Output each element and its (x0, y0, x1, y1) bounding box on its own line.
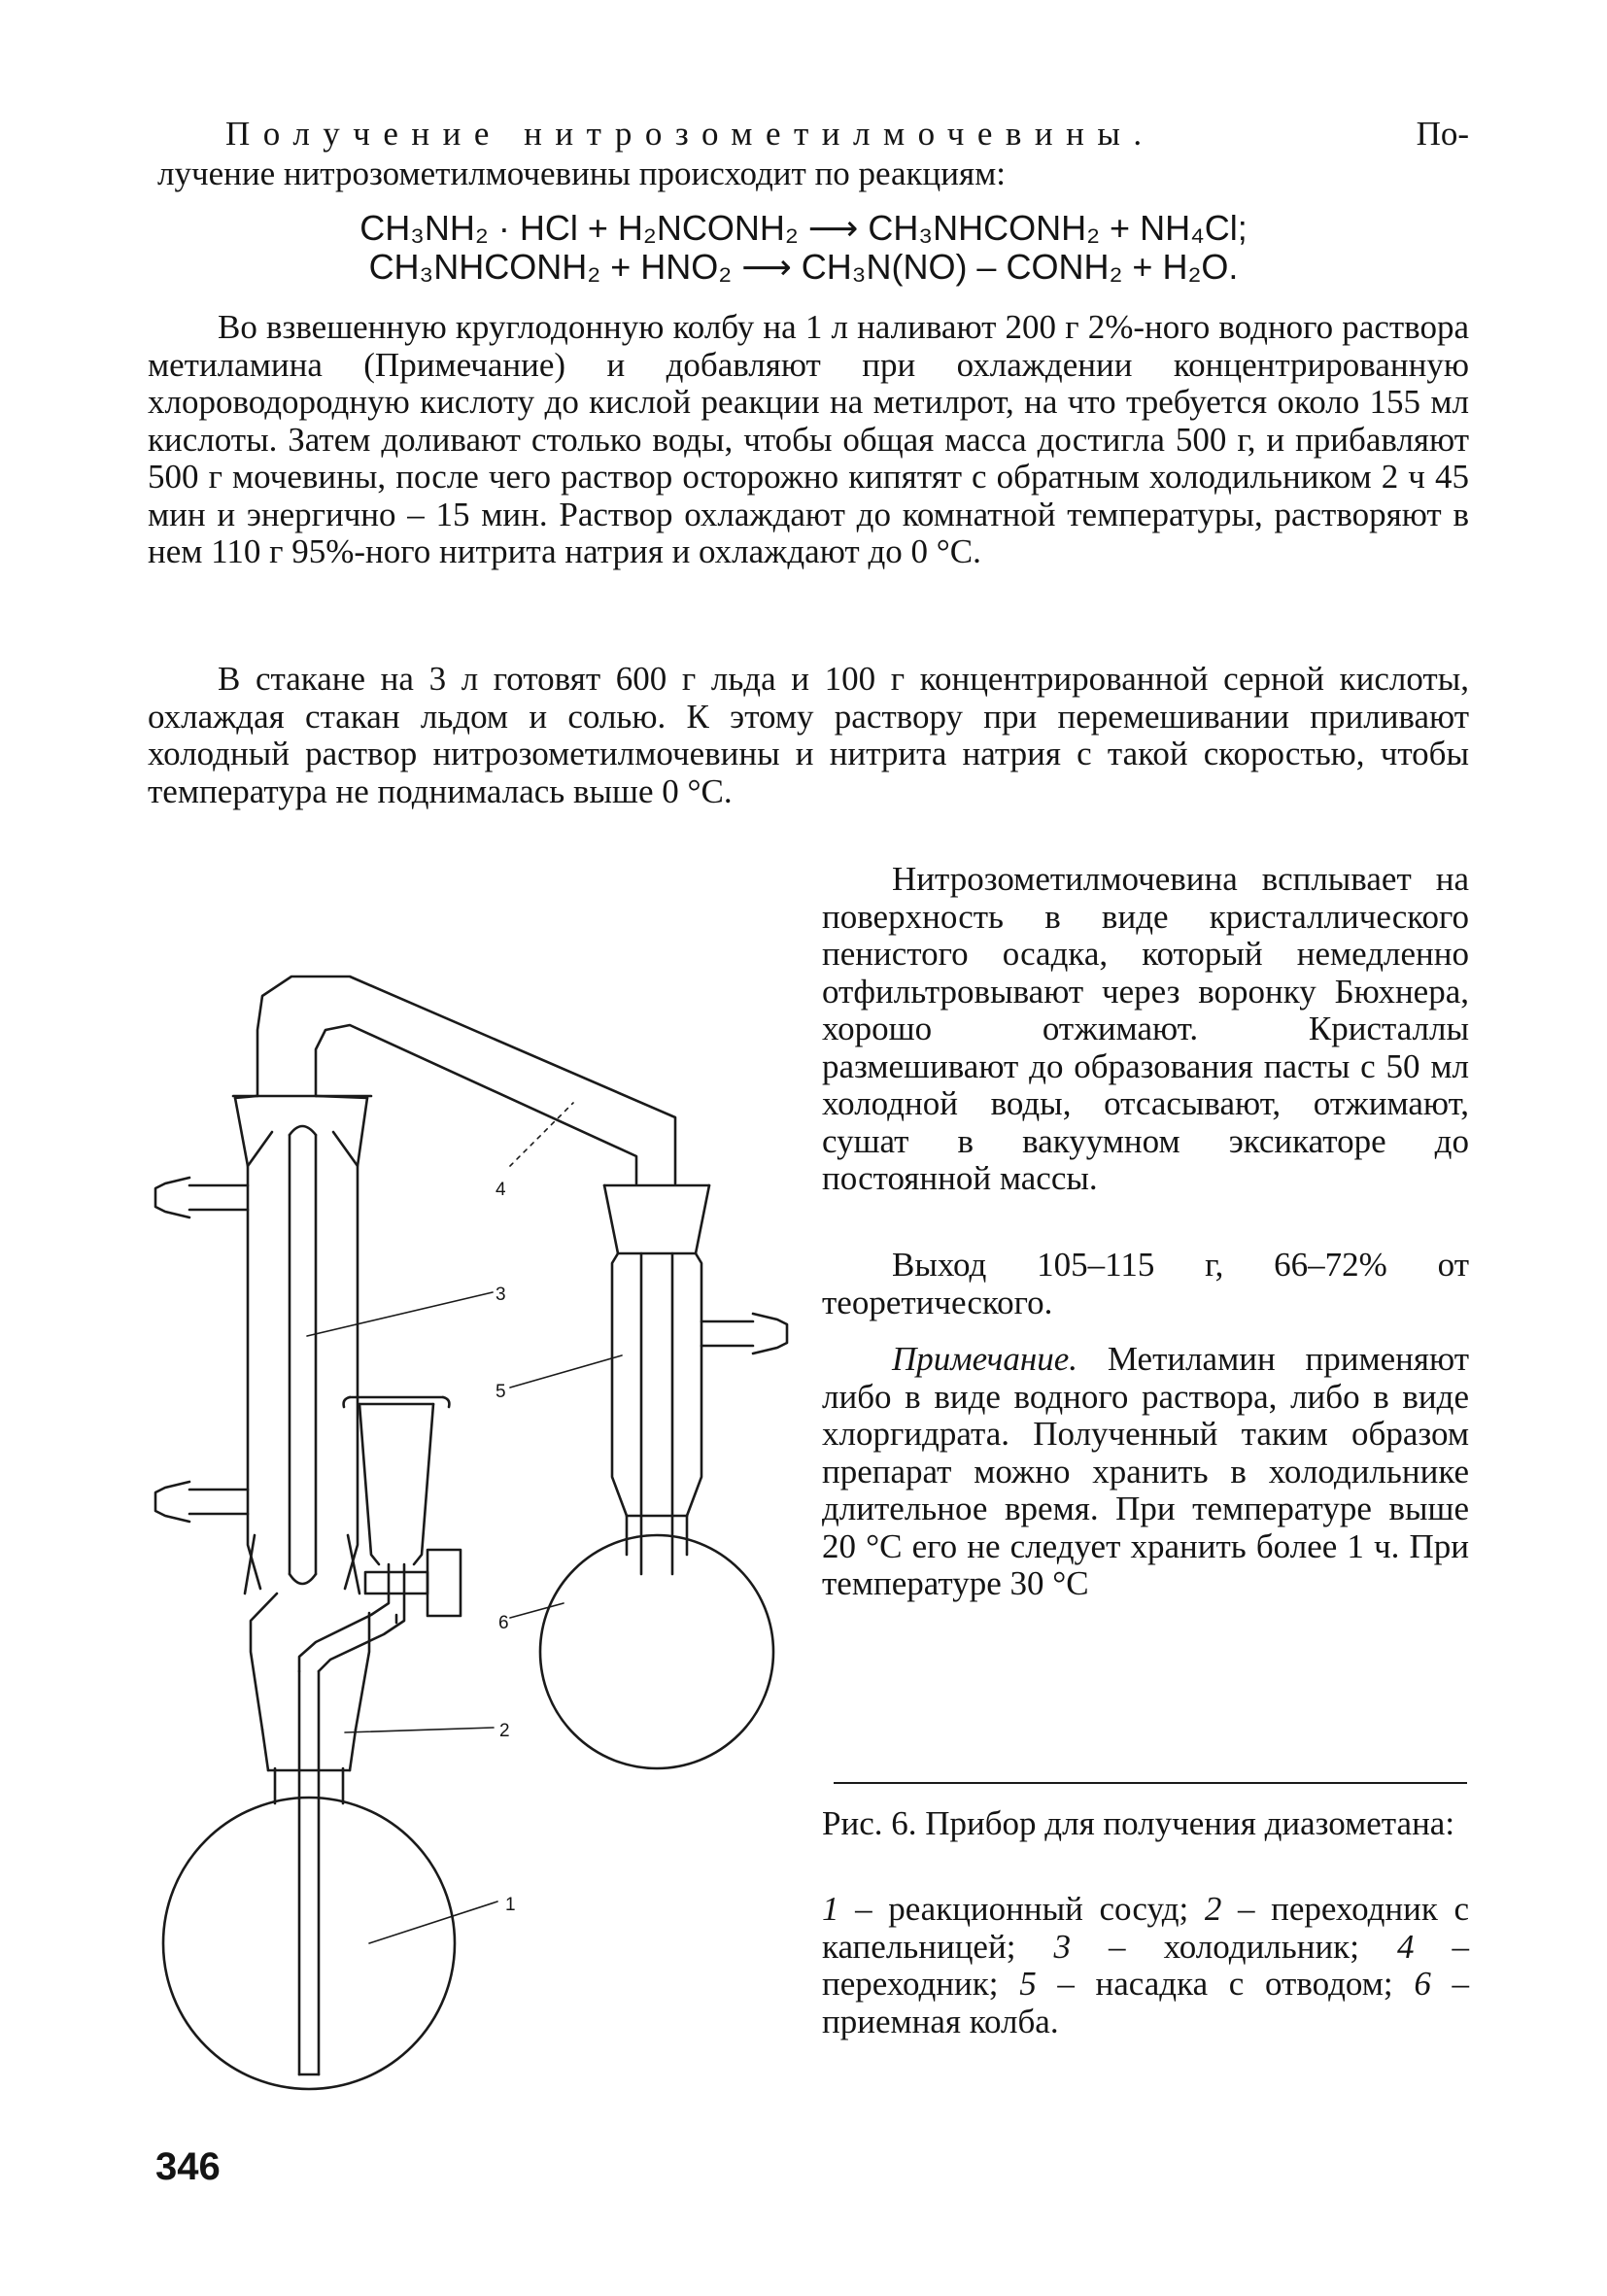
condenser (155, 1096, 371, 1593)
paragraph-procedure-1: Во взвешенную круглодонную колбу на 1 л наливают 200 г 2%-ного водного раствора метиламина (Примечание) и добавляют при охлаждении концентрированную хлороводородную кислоту до кислой реакции на метилрот, на что требуется около 155 мл кислоты. Затем доливают столько воды, чтобы общая масса достигла 500 г, и прибавляют 500 г мочевины, после чего раствор осторожно кипятят с обратным холодильником 2 ч 45 мин и энергично – 15 мин. Раствор охлаждают до комнатной температуры, растворяют в нем 110 г 95%-ного нитрита натрия и охлаждают до 0 °С. (148, 308, 1469, 570)
reaction-flask (163, 1730, 455, 2089)
section-title: Получение нитрозометилмочевины. (225, 115, 1155, 153)
legend-text-1: реакционный сосуд; (888, 1890, 1189, 1928)
note-text: Метиламин применяют либо в виде водного раствора, либо в виде хлоргидрата. Полученный таким образом препарат можно хранить в холодильнике длительное время. При температуре выше 20 °С его не следует хранить более 1 ч. При температуре 30 °С (822, 1340, 1469, 1602)
figure-caption: Рис. 6. Прибор для получения диазометана: (822, 1804, 1455, 1842)
paragraph-filtration: Нитрозометилмочевина всплывает на поверхность в виде кристаллического пенистого осадка, который немедленно отфильтровывают через воронку Бюхнера, хорошо отжимают. Кристаллы размешивают до образования пасты с 50 мл холодной воды, отсасывают, отжимают, сушат в вакуумном эксикаторе до постоянной массы. (822, 860, 1469, 1197)
figure-label-2: 2 (499, 1721, 510, 1741)
legend-num-3: 3 (1053, 1927, 1071, 1966)
receiving-flask (540, 1516, 773, 1768)
leader-line-5 (510, 1355, 622, 1388)
leader-line-3 (307, 1292, 493, 1336)
section-lead: лучение нитрозометилмочевины происходит по реакциям: (157, 154, 1006, 192)
leader-line-1 (369, 1902, 497, 1943)
head-with-side-arm (604, 1185, 787, 1574)
leader-line-6 (510, 1603, 564, 1618)
legend-text-5: насадка с отводом; (1095, 1965, 1393, 2003)
paragraph-procedure-2: В стакане на 3 л готовят 600 г льда и 100 г концентрированной серной кислоты, охлаждая стакан льдом и солью. К этому раствору при перемешивании приливают холодный раствор нитрозометилмочевины и нитрита натрия с такой скоростью, чтобы температура не поднималась выше 0 °С. (148, 660, 1469, 810)
legend-num-2: 2 (1204, 1890, 1222, 1928)
leader-lines (307, 1103, 622, 1943)
paragraph-yield: Выход 105–115 г, 66–72% от теоретического. (822, 1246, 1469, 1321)
page-number: 346 (155, 2145, 221, 2188)
equation-1: CH₃NH₂ · HCl + H₂NCONH₂ ⟶ CH₃NHCONH₂ + NH₄Cl; (359, 208, 1248, 248)
figure-label-5: 5 (496, 1382, 506, 1402)
leader-line-2 (345, 1728, 494, 1732)
bent-adapter (235, 977, 675, 1183)
legend-num-4: 4 (1396, 1927, 1415, 1966)
legend-num-5: 5 (1019, 1965, 1037, 2003)
legend-text-2: переходник с капельницей; (822, 1890, 1469, 1966)
figure-label-4: 4 (496, 1180, 506, 1200)
section-lead-continuation: По- (1416, 115, 1469, 153)
legend-text-6: приемная колба. (822, 2002, 1059, 2040)
figure-label-3: 3 (496, 1285, 506, 1305)
legend-text-4: переходник; (822, 1965, 999, 2003)
note-label: Примечание. (892, 1340, 1078, 1378)
figure-label-6: 6 (498, 1613, 509, 1633)
legend-num-6: 6 (1414, 1965, 1431, 2003)
legend-text-3: холодильник; (1163, 1927, 1359, 1966)
legend-num-1: 1 (822, 1890, 839, 1928)
figure-legend: 1 – реакционный сосуд; 2 – переходник с капельницей; 3 – холодильник; 4 – переходник; 5 – насадка с отводом; 6 – приемная колба. (822, 1890, 1470, 2040)
figure-label-1: 1 (505, 1895, 516, 1915)
equation-2: CH₃NHCONH₂ + HNO₂ ⟶ CH₃N(NO) – CONH₂ + H₂O. (368, 247, 1239, 287)
